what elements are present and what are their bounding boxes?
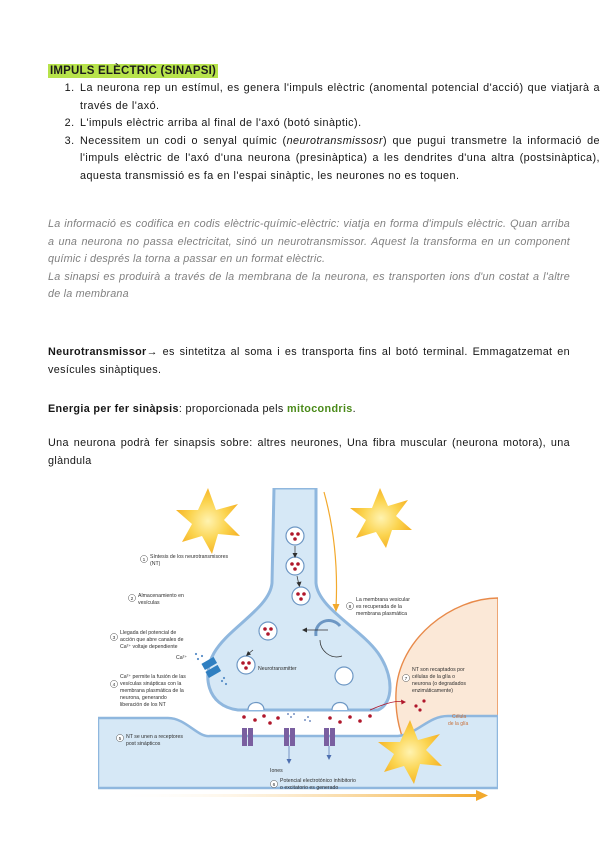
step3-term: neurotransmissosr [286,134,384,147]
step-item-2: 2. L'impuls elèctric arriba al final de l'axó (botó sinàptic). [78,115,600,133]
mitocondris-term: mitocondris [287,403,353,415]
svg-text:La membrana vesicular: La membrana vesicular [356,597,410,603]
svg-text:o excitatorio es generado: o excitatorio es generado [280,785,339,791]
svg-text:Potencial electrotónico inhibi: Potencial electrotónico inhibitorio [280,778,356,784]
italic-note [48,216,570,304]
section-heading: IMPULS ELÈCTRIC (SINAPSI) [50,65,217,77]
svg-text:4: 4 [112,682,116,688]
svg-text:membrana plasmática: membrana plasmática [356,611,408,617]
italic-paragraph-2: La sinapsi es produirà a través de la membrana de la neurona, es transporten ions d'un costat a l'altre de la membrana [48,270,570,300]
italic-paragraph-1: La informació es codifica en codis elèctric-químic-elèctric: viatja en forma d'impuls elèctric. Quan arriba a una neurona no passa electricitat, sinó un neurotransmissor. Aquest la transforma en un component químic i després la torna a passar en un format elèctric. [48,218,570,265]
svg-text:Neurotransmitter: Neurotransmitter [258,666,297,672]
svg-text:8: 8 [348,604,352,610]
svg-text:Iones: Iones [270,768,283,774]
svg-text:Ca²⁺ voltaje dependiente: Ca²⁺ voltaje dependiente [120,644,178,650]
svg-text:Llegada del potencial de: Llegada del potencial de [120,630,177,636]
energia-end: . [352,403,357,415]
svg-text:(NT): (NT) [150,561,161,567]
neurotransmissor-text: es sintetitza al soma i es transporta fins al botó terminal. Emmagatzemat en vesícules sinàptiques. [48,346,570,376]
svg-text:7: 7 [404,676,408,682]
neurotransmissor-paragraph [48,344,570,379]
svg-text:2: 2 [130,596,134,602]
signal-arrow [108,794,478,797]
svg-text:neurona (o degradados: neurona (o degradados [412,681,466,687]
energia-term: Energia per fer sinàpsis [48,403,179,415]
steps-list [48,80,600,185]
step3-before: Necessitem un codi o senyal químic ( [80,134,287,147]
step3-after: ) que pugui transmetre la informació de l'impuls elèctric de l'axó d'una neurona (presinàptica) a les dendrites d'una altra (postsinàptica), aquesta transmissió es fa en l'espai sinàptic, les neurones no es toquen. [80,134,600,182]
svg-text:vesículas sinápticas con la: vesículas sinápticas con la [120,681,182,687]
svg-text:5: 5 [118,736,122,742]
svg-text:NT son recaptados por: NT son recaptados por [412,667,465,673]
svg-text:post sinápticos: post sinápticos [126,741,161,747]
svg-text:Síntesis de los neurotransmiso: Síntesis de los neurotransmisores [150,554,229,560]
arrow-glyph: → [146,346,158,358]
neurona-paragraph: Una neurona podrà fer sinapsis sobre: altres neurones, Una fibra muscular (neurona motora), una glàndula [48,437,570,467]
svg-text:liberación de los NT: liberación de los NT [120,702,166,708]
step-item-3 [78,133,600,186]
svg-text:Ca²⁺: Ca²⁺ [176,655,188,661]
svg-text:de la glía: de la glía [448,721,469,727]
svg-text:NT se unen a receptores: NT se unen a receptores [126,734,183,740]
energia-paragraph [48,401,570,419]
svg-text:3: 3 [112,635,116,641]
svg-text:Almacenamiento en: Almacenamiento en [138,593,184,599]
synapse-diagram [98,488,498,808]
svg-text:vesículas: vesículas [138,600,160,606]
energia-text: : proporcionada pels [178,403,288,415]
synapse-figure [98,488,498,808]
neurotransmissor-term: Neurotransmissor [48,346,147,358]
svg-text:1: 1 [142,557,146,563]
step-item-1: 1. La neurona rep un estímul, es genera l'impuls elèctric (anomental potencial d'acció) que viatjarà a través de l'axó. [78,80,600,115]
svg-text:6: 6 [272,782,276,788]
svg-text:células de la glía o: células de la glía o [412,674,455,680]
svg-text:es recuperada de la: es recuperada de la [356,604,402,610]
svg-text:Ca²⁺ permite la fusión de las: Ca²⁺ permite la fusión de las [120,674,186,680]
svg-text:enzimáticamente): enzimáticamente) [412,688,453,694]
svg-text:membrana plasmática de la: membrana plasmática de la [120,688,184,694]
svg-text:Célula: Célula [452,714,467,720]
svg-text:acción que abre canales de: acción que abre canales de [120,637,184,643]
svg-text:neurona, generando: neurona, generando [120,695,167,701]
